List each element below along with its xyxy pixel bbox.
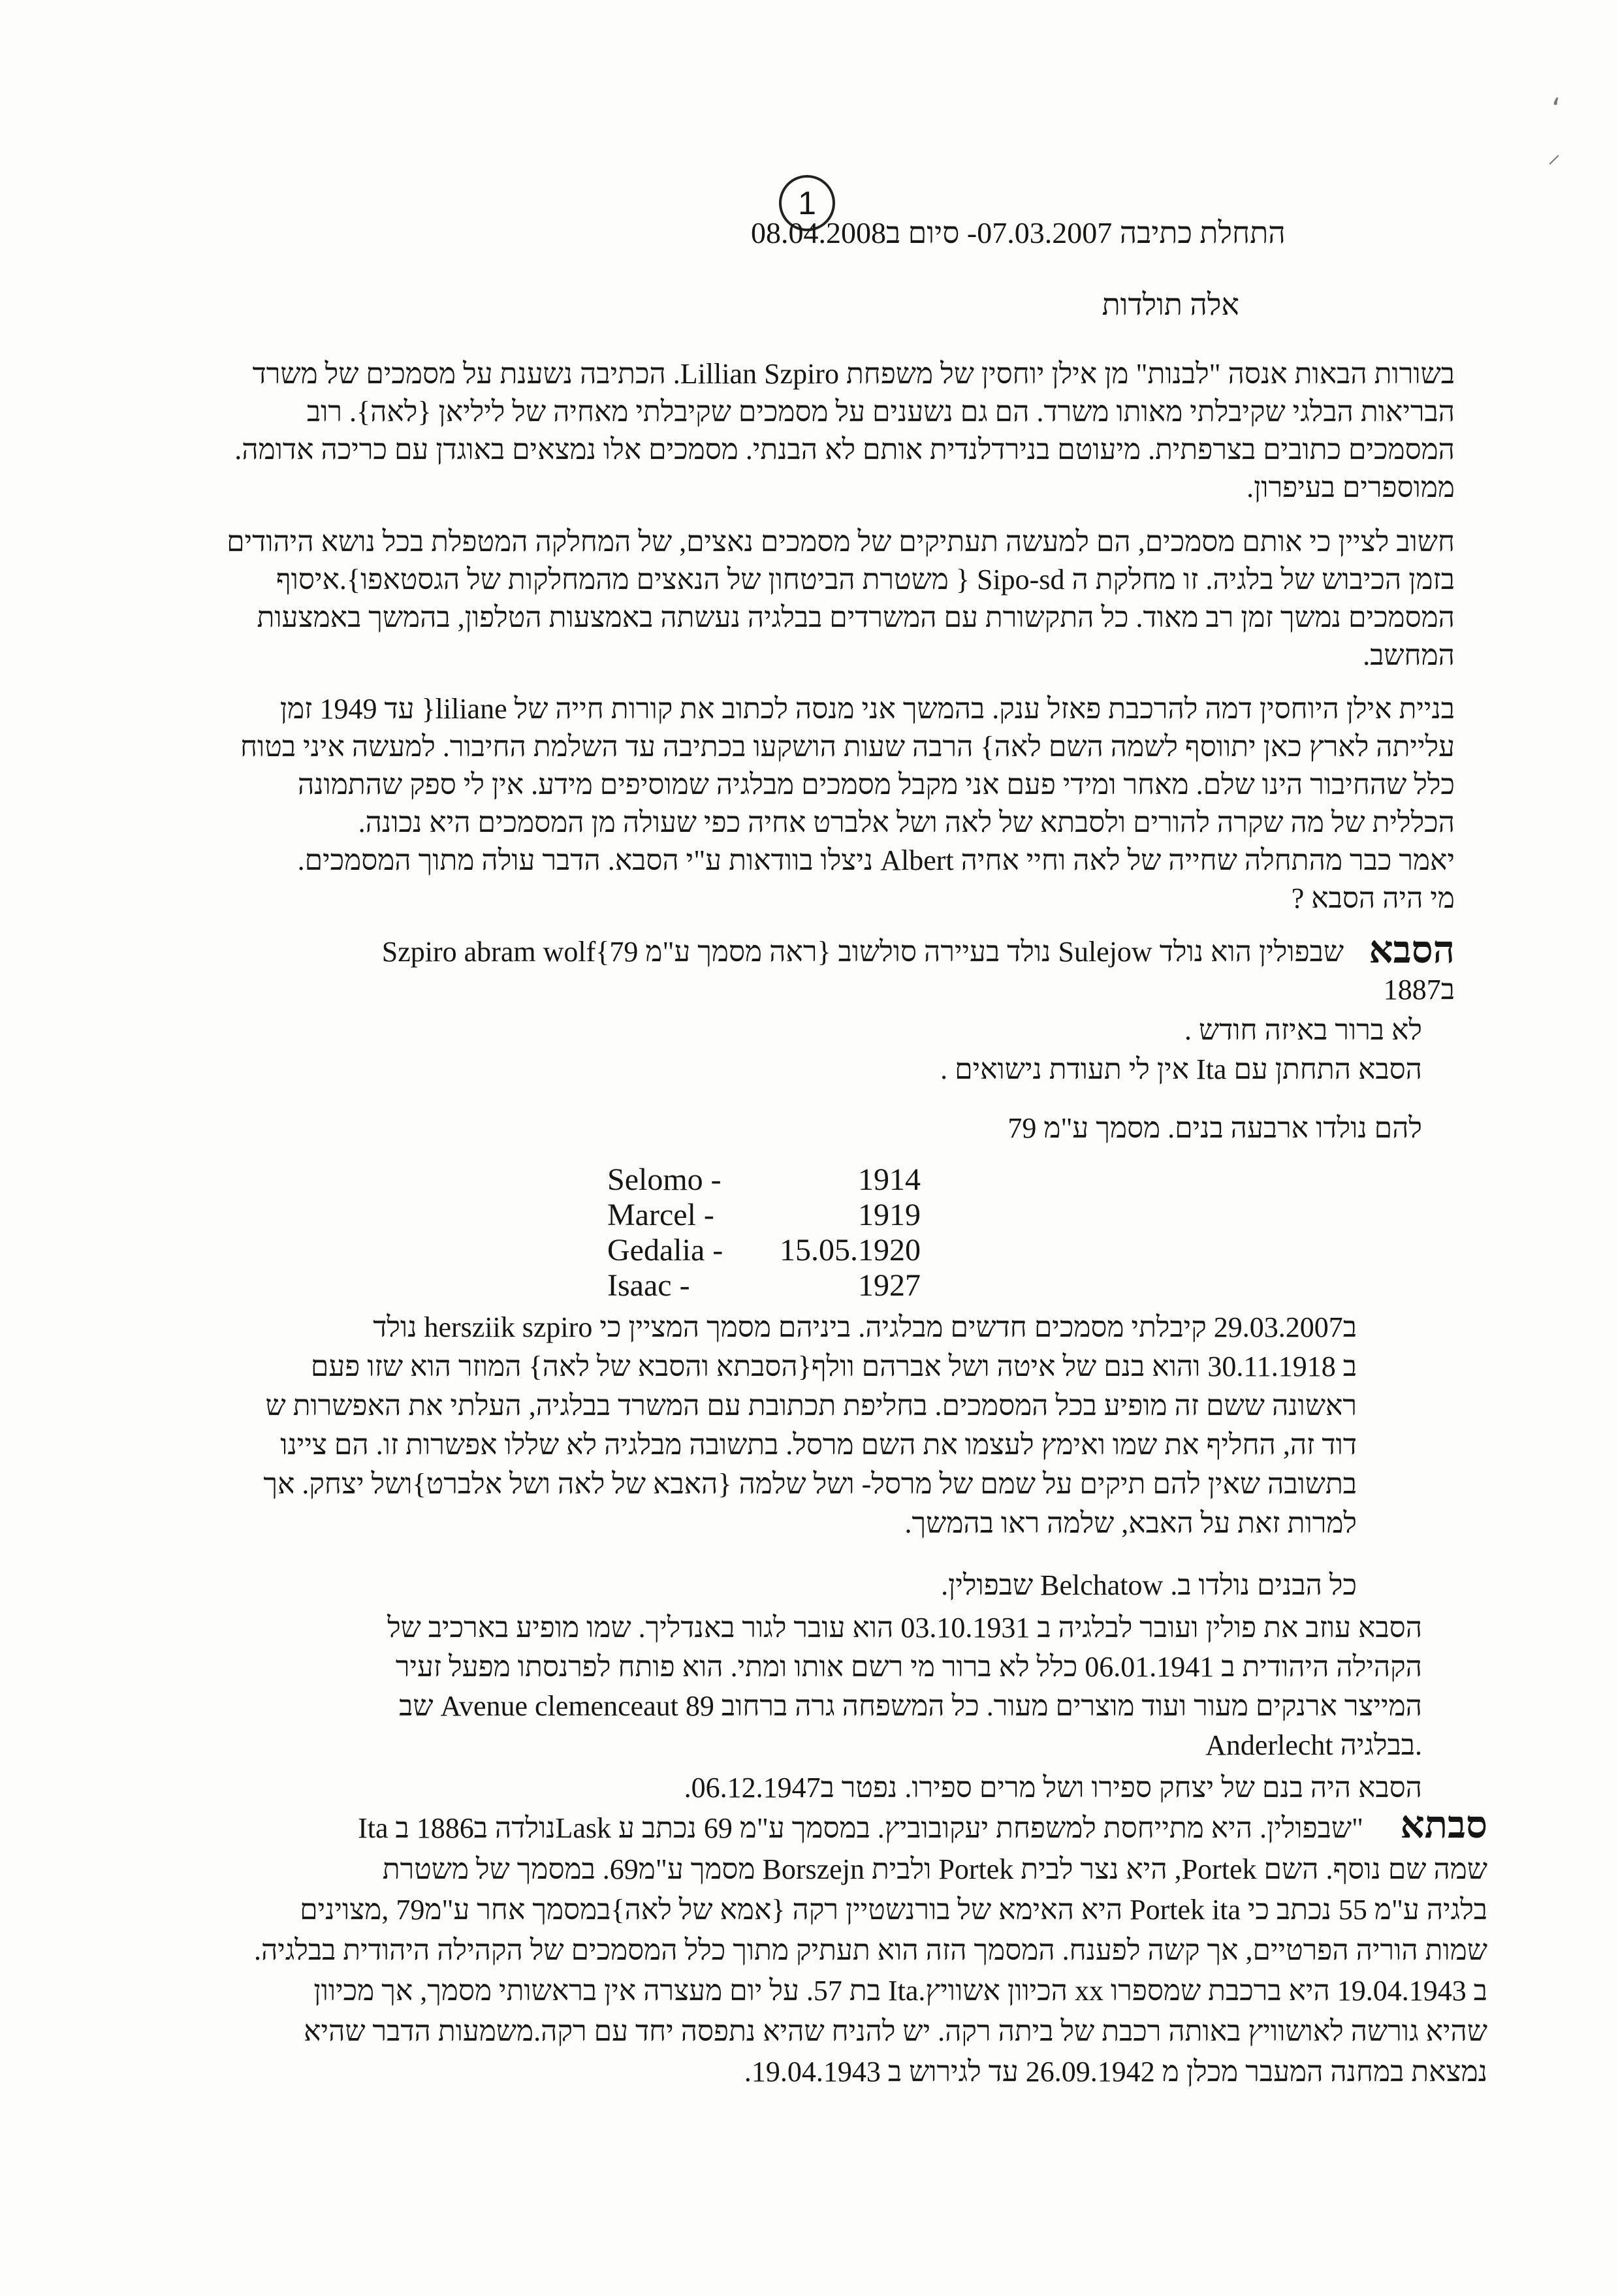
grandfather-line: הסבא התחתן עם Ita אין לי תעודת נישואים .: [940, 1053, 1422, 1085]
document-title: אלה תולדות: [1102, 288, 1239, 321]
scan-mark: ⸝: [1547, 139, 1561, 169]
paragraph-line: מי היה הסבא ?: [1291, 882, 1455, 914]
grandmother-line: שהיא גורשה לאושוויץ באותה רכבת של ביתה רקה. יש להניח שהיא נתפסה יחד עם רקה.משמעות הדבר שהיא: [304, 2015, 1487, 2047]
section-label-grandfather: הסבא: [1369, 927, 1455, 972]
intro-line: ממוספרים בעיפרון.: [1246, 471, 1455, 503]
list-item: [607, 1268, 921, 1303]
paragraph-line: Anderlecht בבלגיה.: [1205, 1729, 1422, 1761]
paragraph-line: בזמן הכיבוש של בלגיה. זו מחלקת ה Sipo-sd { משטרת הביטחון של הנאצים מהמחלקות של הגסטאפו}.איסוף: [276, 564, 1455, 596]
list-item: [607, 1198, 921, 1233]
paragraph-line: יאמר כבר מהתחלה שחייה של לאה וחיי אחיה Albert ניצלו בוודאות ע"י הסבא. הדבר עולה מתוך המסמכים.: [297, 844, 1455, 876]
son-name: Isaac -: [607, 1268, 690, 1303]
grandfather-line: להם נולדו ארבעה בנים. מסמך ע"מ 79: [1007, 1112, 1422, 1144]
son-birth-date: 1914: [858, 1162, 921, 1197]
paragraph-line: ב29.03.2007 קיבלתי מסמכים חדשים מבלגיה. ביניהם מסמך המציין כי hersziik szpiro נולד: [373, 1311, 1357, 1343]
grandmother-line: נמצאת במחנה המעבר מכלן מ 26.09.1942 עד לגירוש ב 19.04.1943.: [744, 2056, 1487, 2088]
intro-line: הבריאות הבלגי שקיבלתי מאותו משרד. הם גם נשענים על מסמכים שקיבלתי מאחיה של ליליאן {לאה}. רוב: [306, 396, 1455, 428]
paragraph-line: חשוב לציין כי אותם מסמכים, הם למעשה תעתיקים של מסמכים נאצים, של המחלקה המטפלת בכל נושא היהודים: [227, 526, 1455, 558]
son-name: Gedalia -: [607, 1233, 723, 1268]
grandmother-line: Ita נולדה ב1886 בLask שבפולין. היא מתייחסת למשפחת יעקובוביץ. במסמך ע"מ 69 נכתב ע": [358, 1812, 1363, 1844]
sons-list: [607, 1162, 921, 1303]
paragraph-line: כלל שהחיבור הינו שלם. מאחר ומידי פעם אני מקבל מסמכים מבלגיה שמוסיפים מידע. אין לי ספק שהתמונה: [297, 769, 1455, 801]
paragraph-line: המחשב.: [1363, 639, 1455, 671]
paragraph-line: הקהילה היהודית ב 06.01.1941 כלל לא ברור מי רשם אותו ומתי. הוא פותח לפרנסתו מפעל זעיר: [395, 1651, 1422, 1683]
grandfather-line: ב1887: [1383, 974, 1455, 1006]
son-birth-date: 1919: [858, 1198, 921, 1232]
paragraph-line: הכללית של מה שקרה להורים ולסבתא של לאה ושל אלברט אחיה כפי שעולה מן המסמכים היא נכונה.: [358, 806, 1455, 838]
paragraph-line: למרות זאת על האבא, שלמה ראו בהמשך.: [904, 1507, 1357, 1539]
grandmother-line: שמות הוריה הפרטיים, אך קשה לפענח. המסמך הזה הוא תעתיק מתוך כלל המסמכים של הקהילה היהודית בבלגיה.: [253, 1934, 1487, 1966]
paragraph-line: דוד זה, החליף את שמו ואימץ לעצמו את השם מרסל. בתשובה מבלגיה לא שללו אפשרות זו. הם ציינו: [280, 1429, 1357, 1461]
intro-line: בשורות הבאות אנסה "לבנות" מן אילן יוחסין של משפחת Lillian Szpiro. הכתיבה נשענת על מסמכים של משרד: [252, 358, 1455, 390]
paragraph-line: ראשונה ששם זה מופיע בכל המסמכים. בחליפת תכתובת עם המשרד בבלגיה, העלתי את האפשרות ש: [265, 1390, 1357, 1422]
paragraph-line: המסמכים נמשך זמן רב מאוד. כל התקשורת עם המשרדים בבלגיה נעשתה באמצעות הטלפון, בהמשך באמצעות: [257, 601, 1455, 633]
grandmother-line: ב 19.04.1943 היא ברכבת שמספרו xx הכיוון אשוויץ.Ita בת 57. על יום מעצרה אין בראשותי מסמך, אך מכיוון: [313, 1975, 1487, 2007]
son-birth-date: 15.05.1920: [780, 1233, 921, 1268]
paragraph-line: הסבא עוזב את פולין ועובר לבלגיה ב 03.10.1931 הוא עובר לגור באנדליך. שמו מופיע בארכיב של: [387, 1612, 1422, 1644]
paragraph-line: עלייתה לארץ כאן יתווסף לשמה השם לאה} הרבה שעות הושקעו בכתיבה עד השלמת החיבור. למעשה איני בטוח: [240, 731, 1455, 763]
paragraph-line: בניית אילן היוחסין דמה להרכבת פאזל ענק. בהמשך אני מנסה לכתוב את קורות חייה של liliane{ עד 1949 זמן: [279, 693, 1455, 725]
paragraph-line: ב 30.11.1918 והוא בנם של איטה ושל אברהם וולף{הסבתא והסבא של לאה} המוזר הוא שזו פעם: [310, 1350, 1357, 1382]
grandfather-line: לא ברור באיזה חודש .: [1184, 1014, 1422, 1046]
list-item: [607, 1162, 921, 1198]
intro-line: המסמכים כתובים בצרפתית. מיעוטם בנירדלנדית אותם לא הבנתי. מסמכים אלו נמצאים באוגדן עם כריכה אדומה.: [234, 434, 1455, 466]
son-name: Marcel -: [607, 1198, 714, 1232]
paragraph-line: המייצר ארנקים מעור ועוד מוצרים מעור. כל המשפחה גרה ברחוב 89 Avenue clemenceaut שב: [399, 1690, 1422, 1722]
paragraph-line: הסבא היה בנם של יצחק ספירו ושל מרים ספירו. נפטר ב06.12.1947.: [684, 1772, 1422, 1804]
paragraph-line: בתשובה שאין להם תיקים על שמם של מרסל- ושל שלמה {האבא של לאה ושל אלברט}ושל יצחק. אך: [263, 1468, 1357, 1500]
list-item: [607, 1233, 921, 1268]
scan-mark: ʻ: [1551, 91, 1561, 127]
grandmother-line: שמה שם נוסף. השם Portek, היא נצר לבית Portek ולבית Borszejn מסמך ע"מ69. במסמך של משטרת: [382, 1853, 1487, 1885]
dates-line: התחלת כתיבה 07.03.2007- סיום ב08.04.2008: [751, 216, 1286, 249]
page-number: 1: [779, 175, 835, 231]
son-birth-date: 1927: [858, 1268, 921, 1303]
paragraph-line: כל הבנים נולדו ב. Belchatow שבפולין.: [941, 1569, 1357, 1601]
grandfather-line: Szpiro abram wolf{ראה מסמך ע"מ 79} נולד בעיירה סולשוב Sulejow שבפולין הוא נולד: [381, 936, 1344, 968]
son-name: Selomo -: [607, 1162, 722, 1197]
grandmother-line: בלגיה ע"מ 55 נכתב כי Portek ita היא האימא של בורנשטיין רקה {אמא של לאה}במסמך אחר ע"מ79 ,מצוינים: [300, 1894, 1487, 1926]
section-label-grandmother: סבתא: [1400, 1802, 1487, 1847]
